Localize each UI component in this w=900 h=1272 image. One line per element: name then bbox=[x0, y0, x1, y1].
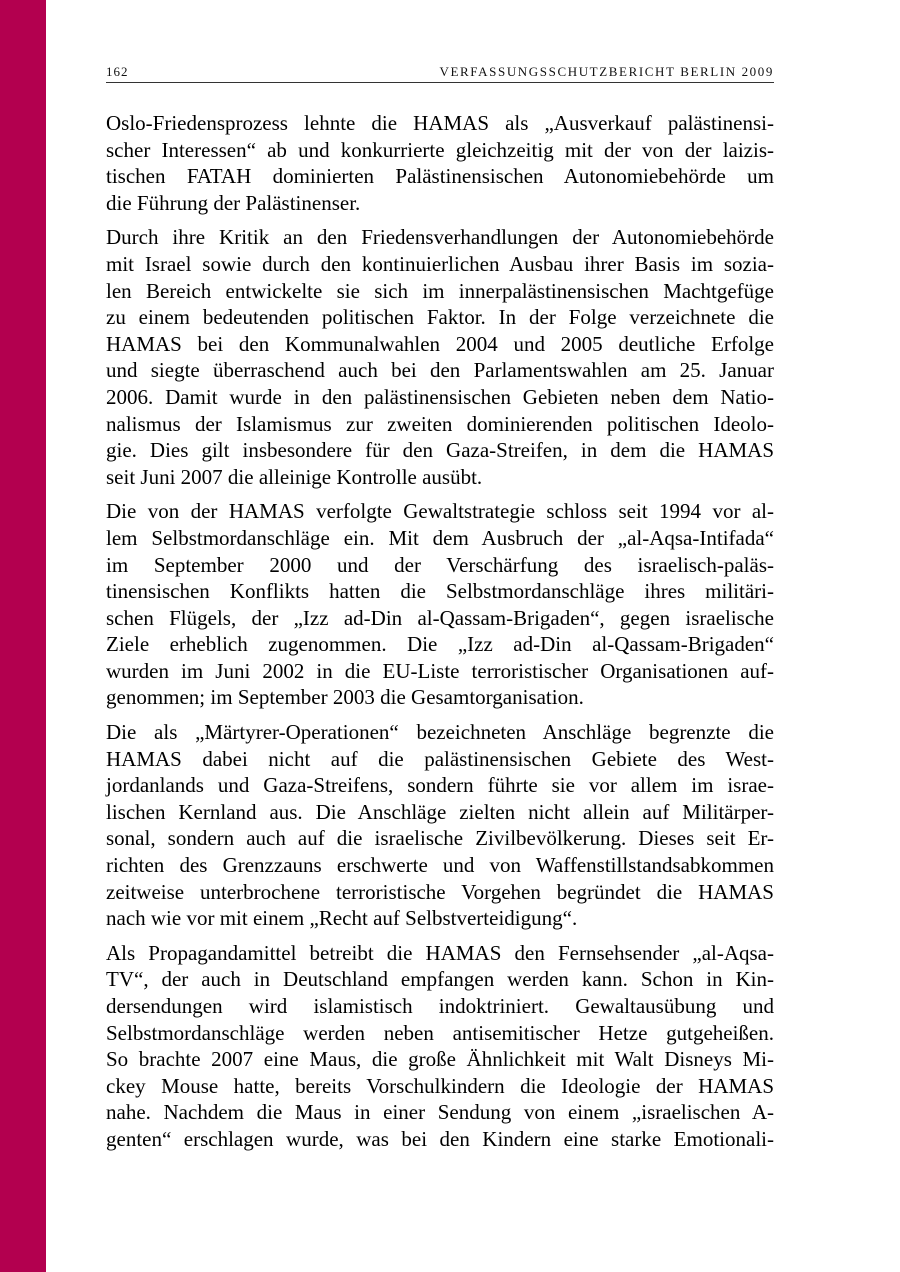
page-header bbox=[106, 62, 774, 83]
text-line: nalismus der Islamismus zur zweiten dominierenden politischen Ideolo- bbox=[106, 411, 774, 436]
body-text bbox=[106, 110, 774, 1161]
text-line: und siegte überraschend auch bei den Parlamentswahlen am 25. Januar bbox=[106, 358, 774, 383]
text-line: die Führung der Palästinenser. bbox=[106, 190, 361, 215]
text-line: lischen Kernland aus. Die Anschläge zielten nicht allein auf Militärper- bbox=[106, 799, 774, 824]
text-line: mit Israel sowie durch den kontinuierlichen Ausbau ihrer Basis im sozia- bbox=[106, 251, 774, 276]
text-line: jordanlands und Gaza-Streifens, sondern führte sie vor allem im israe- bbox=[106, 773, 774, 798]
text-line: genommen; im September 2003 die Gesamtorganisation. bbox=[106, 685, 584, 710]
paragraph-martyr-operations bbox=[106, 719, 774, 932]
text-line: Als Propagandamittel betreibt die HAMAS den Fernsehsender „al-Aqsa- bbox=[106, 940, 774, 965]
text-line: HAMAS bei den Kommunalwahlen 2004 und 2005 deutliche Erfolge bbox=[106, 331, 774, 356]
paragraph-violence-strategy bbox=[106, 498, 774, 711]
text-line: gie. Dies gilt insbesondere für den Gaza-Streifen, in dem die HAMAS bbox=[106, 438, 774, 463]
page-number: 162 bbox=[106, 64, 129, 79]
text-line: lem Selbstmordanschläge ein. Mit dem Ausbruch der „al-Aqsa-Intifada“ bbox=[106, 525, 774, 550]
text-line: dersendungen wird islamistisch indoktriniert. Gewaltausübung und bbox=[106, 994, 774, 1018]
running-title: VERFASSUNGSSCHUTZBERICHT BERLIN 2009 bbox=[439, 64, 774, 79]
text-line: HAMAS dabei nicht auf die palästinensischen Gebiete des West- bbox=[106, 746, 774, 771]
text-line: zeitweise unterbrochene terroristische Vorgehen begründet die HAMAS bbox=[106, 879, 774, 904]
text-line: zu einem bedeutenden politischen Faktor. In der Folge verzeichnete die bbox=[106, 305, 774, 330]
text-line: So brachte 2007 eine Maus, die große Ähnlichkeit mit Walt Disneys Mi- bbox=[106, 1047, 774, 1072]
text-line: len Bereich entwickelte sie sich im innerpalästinensischen Machtgefüge bbox=[106, 278, 774, 303]
text-line: genten“ erschlagen wurde, was bei den Kindern eine starke Emotionali- bbox=[106, 1126, 774, 1151]
text-line: nahe. Nachdem die Maus in einer Sendung von einem „israelischen A- bbox=[106, 1100, 774, 1125]
text-line: richten des Grenzzauns erschwerte und von Waffenstillstandsabkommen bbox=[106, 853, 774, 878]
text-line: Die als „Märtyrer-Operationen“ bezeichneten Anschläge begrenzte die bbox=[106, 720, 774, 745]
text-line: Die von der HAMAS verfolgte Gewaltstrategie schloss seit 1994 vor al- bbox=[106, 499, 774, 524]
paragraph-oslo bbox=[106, 110, 774, 216]
text-line: Selbstmordanschläge werden neben antisemitischer Hetze gutgeheißen. bbox=[106, 1020, 774, 1045]
text-line: sonal, sondern auch auf die israelische Zivilbevölkerung. Dieses seit Er- bbox=[106, 826, 774, 851]
text-line: im September 2000 und der Verschärfung des israelisch-paläs- bbox=[106, 552, 774, 577]
text-line: TV“, der auch in Deutschland empfangen werden kann. Schon in Kin- bbox=[106, 967, 774, 992]
text-line: scher Interessen“ ab und konkurrierte gleichzeitig mit der von der laizis- bbox=[106, 137, 774, 162]
text-line: tinensischen Konflikts hatten die Selbstmordanschläge ihres militäri- bbox=[106, 579, 774, 604]
paragraph-propaganda bbox=[106, 940, 774, 1153]
text-line: schen Flügels, der „Izz ad-Din al-Qassam-Brigaden“, gegen israelische bbox=[106, 605, 774, 630]
paragraph-criticism bbox=[106, 224, 774, 490]
text-line: tischen FATAH dominierten Palästinensischen Autonomiebehörde um bbox=[106, 164, 774, 189]
text-line: nach wie vor mit einem „Recht auf Selbstverteidigung“. bbox=[106, 906, 578, 931]
text-line: ckey Mouse hatte, bereits Vorschulkindern die Ideologie der HAMAS bbox=[106, 1073, 774, 1098]
text-line: 2006. Damit wurde in den palästinensischen Gebieten neben dem Natio- bbox=[106, 384, 774, 409]
page-edge-color-bar bbox=[0, 0, 46, 1272]
text-line: Ziele erheblich zugenommen. Die „Izz ad-Din al-Qassam-Brigaden“ bbox=[106, 632, 774, 657]
text-line: seit Juni 2007 die alleinige Kontrolle ausübt. bbox=[106, 464, 483, 489]
text-line: Durch ihre Kritik an den Friedensverhandlungen der Autonomiebehörde bbox=[106, 225, 774, 250]
text-line: Oslo-Friedensprozess lehnte die HAMAS als „Ausverkauf palästinensi- bbox=[106, 111, 774, 135]
text-line: wurden im Juni 2002 in die EU-Liste terroristischer Organisationen auf- bbox=[106, 658, 774, 683]
